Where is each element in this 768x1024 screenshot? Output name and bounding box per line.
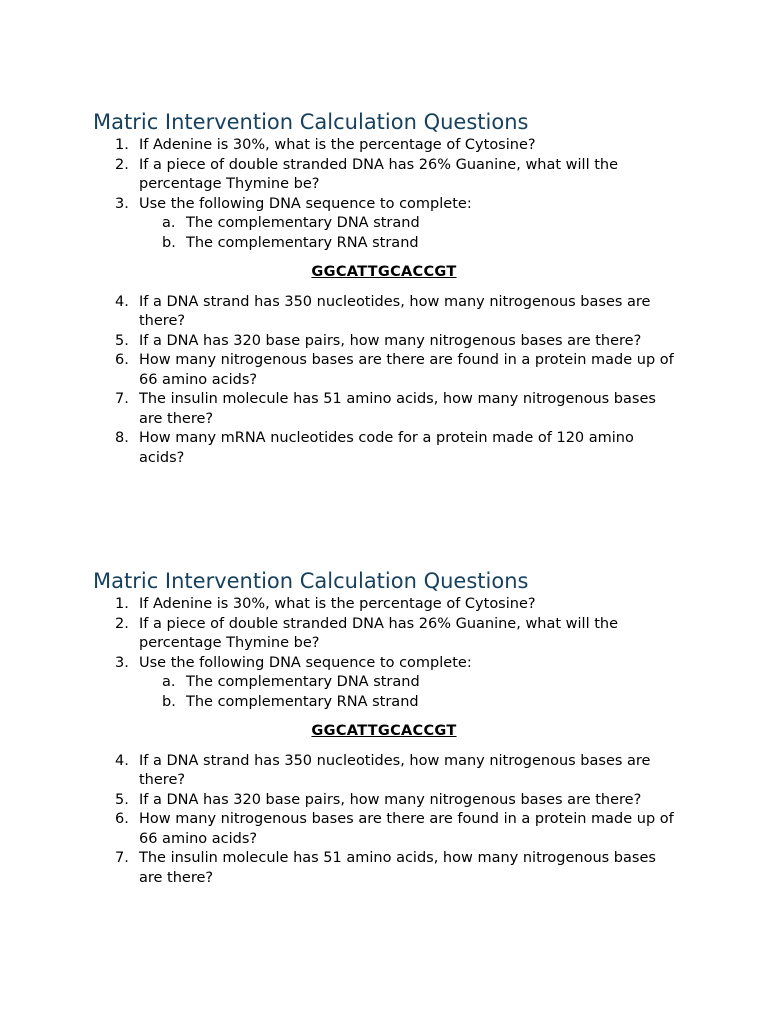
question-text: If a piece of double stranded DNA has 26% Guanine, what will the percentage Thymine be? [139, 615, 619, 651]
sub-question-list [93, 214, 693, 253]
question-item [93, 615, 679, 654]
question-number: 5. [115, 791, 129, 808]
section-title: Matric Intervention Calculation Questions [93, 110, 529, 134]
question-list-part-b [93, 752, 693, 889]
question-number: 4. [115, 752, 129, 769]
question-text: Use the following DNA sequence to complete: [139, 654, 472, 671]
question-item [93, 156, 679, 195]
sub-question-letter: a. [162, 215, 176, 231]
question-text: If Adenine is 30%, what is the percentage of Cytosine? [139, 596, 536, 612]
sub-question-list [93, 673, 693, 712]
question-text: How many nitrogenous bases are there are found in a protein made up of 66 amino acids? [139, 352, 674, 388]
question-number: 8. [115, 430, 129, 446]
sub-question-item [93, 214, 693, 234]
question-number: 1. [115, 137, 129, 153]
question-text: If a DNA strand has 350 nucleotides, how many nitrogenous bases are there? [139, 293, 651, 329]
question-number: 3. [115, 195, 129, 212]
question-section-2 [93, 567, 693, 888]
question-text: If a piece of double stranded DNA has 26% Guanine, what will the percentage Thymine be? [139, 156, 619, 192]
sub-question-text: The complementary DNA strand [186, 215, 420, 231]
question-item [93, 791, 679, 811]
question-item [93, 849, 679, 888]
question-number: 7. [115, 391, 129, 407]
question-number: 2. [115, 156, 129, 173]
question-text: If a DNA strand has 350 nucleotides, how many nitrogenous bases are there? [139, 752, 651, 788]
question-number: 4. [115, 293, 129, 310]
sub-question-item [93, 673, 693, 693]
question-list-part-b [93, 293, 693, 469]
sub-question-item [93, 693, 693, 713]
question-text: If a DNA has 320 base pairs, how many nitrogenous bases are there? [139, 791, 642, 808]
sub-question-letter: b. [162, 693, 176, 710]
question-text: The insulin molecule has 51 amino acids, how many nitrogenous bases are there? [139, 850, 656, 886]
question-text: How many nitrogenous bases are there are found in a protein made up of 66 amino acids? [139, 811, 674, 847]
question-text: If a DNA has 320 base pairs, how many nitrogenous bases are there? [139, 332, 642, 349]
question-item [93, 136, 679, 156]
sub-question-item [93, 234, 693, 254]
sub-question-letter: b. [162, 234, 176, 251]
question-item [93, 390, 679, 429]
question-item [93, 293, 679, 332]
question-list-part-a [93, 595, 693, 673]
question-item [93, 332, 679, 352]
question-text: How many mRNA nucleotides code for a protein made of 120 amino acids? [139, 430, 634, 466]
question-item [93, 752, 679, 791]
sub-question-letter: a. [162, 674, 176, 690]
question-number: 1. [115, 596, 129, 612]
section-title: Matric Intervention Calculation Questions [93, 569, 529, 593]
question-text: If Adenine is 30%, what is the percentage of Cytosine? [139, 137, 536, 153]
sub-question-text: The complementary RNA strand [186, 693, 419, 710]
question-item [93, 195, 679, 215]
question-number: 6. [115, 352, 129, 368]
dna-sequence: GGCATTGCACCGT [311, 264, 457, 280]
sub-question-text: The complementary RNA strand [186, 234, 419, 251]
sub-question-text: The complementary DNA strand [186, 674, 420, 690]
question-number: 5. [115, 332, 129, 349]
question-text: The insulin molecule has 51 amino acids, how many nitrogenous bases are there? [139, 391, 656, 427]
question-item [93, 595, 679, 615]
question-item [93, 351, 679, 390]
question-number: 7. [115, 850, 129, 866]
question-number: 6. [115, 811, 129, 827]
question-list-part-a [93, 136, 693, 214]
question-number: 2. [115, 615, 129, 632]
dna-sequence: GGCATTGCACCGT [311, 723, 457, 739]
question-item [93, 429, 679, 468]
question-text: Use the following DNA sequence to complete: [139, 195, 472, 212]
question-number: 3. [115, 654, 129, 671]
question-item [93, 810, 679, 849]
question-item [93, 654, 679, 674]
question-section-1 [93, 108, 693, 468]
